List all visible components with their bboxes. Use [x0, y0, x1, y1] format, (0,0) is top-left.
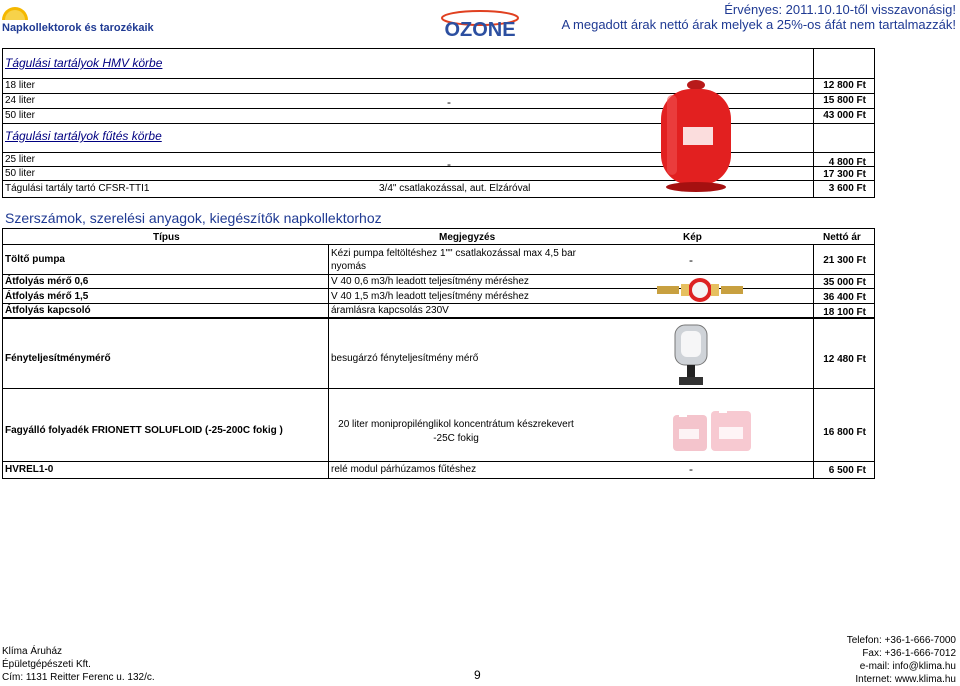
footer-fax: Fax: +36-1-666-7012 — [862, 648, 956, 659]
validity-note: Érvényes: 2011.10.10-től visszavonásig! — [724, 2, 956, 17]
footer-company-name: Klíma Áruház — [2, 646, 63, 657]
footer-company-type: Épületgépészeti Kft. — [2, 659, 91, 670]
row-note: besugárzó fényteljesítmény mérő — [331, 353, 479, 364]
row-name: Fényteljesítménymérő — [5, 353, 111, 364]
row-note: áramlásra kapcsolás 230V — [331, 305, 449, 316]
antifreeze-canisters-image — [667, 407, 757, 453]
header-image: Kép — [683, 232, 702, 243]
header-note: Megjegyzés — [439, 232, 496, 243]
tools-section-title: Szerszámok, szerelési anyagok, kiegészítők napkollektorhoz — [5, 210, 382, 226]
row-price: 21 300 Ft — [823, 255, 866, 266]
hmv-section-title: Tágulási tartályok HMV körbe — [5, 56, 163, 70]
footer-company — [2, 645, 155, 684]
row-price: 12 480 Ft — [823, 354, 866, 365]
sun-logo-icon — [0, 0, 30, 22]
table-row: 50 liter 43 000 Ft — [3, 108, 874, 123]
light-meter-image — [669, 321, 713, 387]
row-price: 35 000 Ft — [823, 277, 866, 288]
svg-text:OZONE: OZONE — [444, 19, 516, 41]
footer-email[interactable]: e-mail: info@klima.hu — [859, 661, 956, 672]
header-price: Nettó ár — [823, 232, 861, 243]
table-row: 25 liter - 4 800 Ft — [3, 152, 874, 167]
tools-table — [2, 228, 875, 479]
row-note: relé modul párhúzamos fűtéshez — [331, 464, 477, 475]
ozone-logo-icon — [435, 6, 525, 44]
row-image-dash: - — [689, 253, 693, 267]
row-name: Töltő pumpa — [5, 254, 65, 265]
row-name: HVREL1-0 — [5, 464, 54, 475]
header-category: Napkollektorok és tarozékaik — [2, 22, 154, 34]
row-image-dash: - — [689, 462, 693, 476]
row-note: V 40 0,6 m3/h leadott teljesítmény méréshez — [331, 276, 529, 287]
footer-address: Cím: 1131 Reitter Ferenc u. 132/c. — [2, 672, 155, 683]
row-note: 20 liter monipropilénglikol koncentrátum készrekevert -25C fokig — [338, 419, 574, 444]
row-name: Átfolyás mérő 0,6 — [5, 276, 89, 287]
table-row: Tágulási tartály tartó CFSR-TTI1 3/4" csatlakozással, aut. Elzáróval 3 600 Ft — [3, 180, 874, 197]
flow-meter-image — [655, 276, 745, 304]
row-name: Átfolyás kapcsoló — [5, 305, 91, 316]
price-note: A megadott árak nettó árak melyek a 25%-os áfát nem tartalmazzák! — [561, 17, 956, 32]
ozone-logo — [435, 6, 525, 44]
row-note: V 40 1,5 m3/h leadott teljesítmény méréshez — [331, 291, 529, 302]
row-name: Fagyálló folyadék FRIONETT SOLUFLOID (-25-200C fokig ) — [5, 425, 283, 436]
table-row: 24 liter - 15 800 Ft — [3, 93, 874, 108]
row-price: 36 400 Ft — [823, 292, 866, 303]
futes-section-title: Tágulási tartályok fűtés körbe — [5, 129, 162, 143]
row-name: Átfolyás mérő 1,5 — [5, 291, 89, 302]
page-number: 9 — [474, 668, 481, 682]
row-note: Kézi pumpa feltöltéshez 1"" csatlakozással max 4,5 bar nyomás — [331, 248, 576, 272]
footer-web[interactable]: Internet: www.klima.hu — [855, 674, 956, 685]
footer-contact — [847, 634, 956, 686]
row-price: 18 100 Ft — [823, 307, 866, 318]
row-price: 16 800 Ft — [823, 427, 866, 438]
footer-phone: Telefon: +36-1-666-7000 — [846, 635, 956, 646]
table-row: 18 liter 12 800 Ft — [3, 78, 874, 93]
row-price: 6 500 Ft — [828, 465, 866, 476]
table-row: 50 liter 17 300 Ft — [3, 166, 874, 181]
header-type: Típus — [153, 232, 180, 243]
red-expansion-tank-image — [653, 71, 739, 195]
expansion-tank-table — [2, 48, 875, 198]
